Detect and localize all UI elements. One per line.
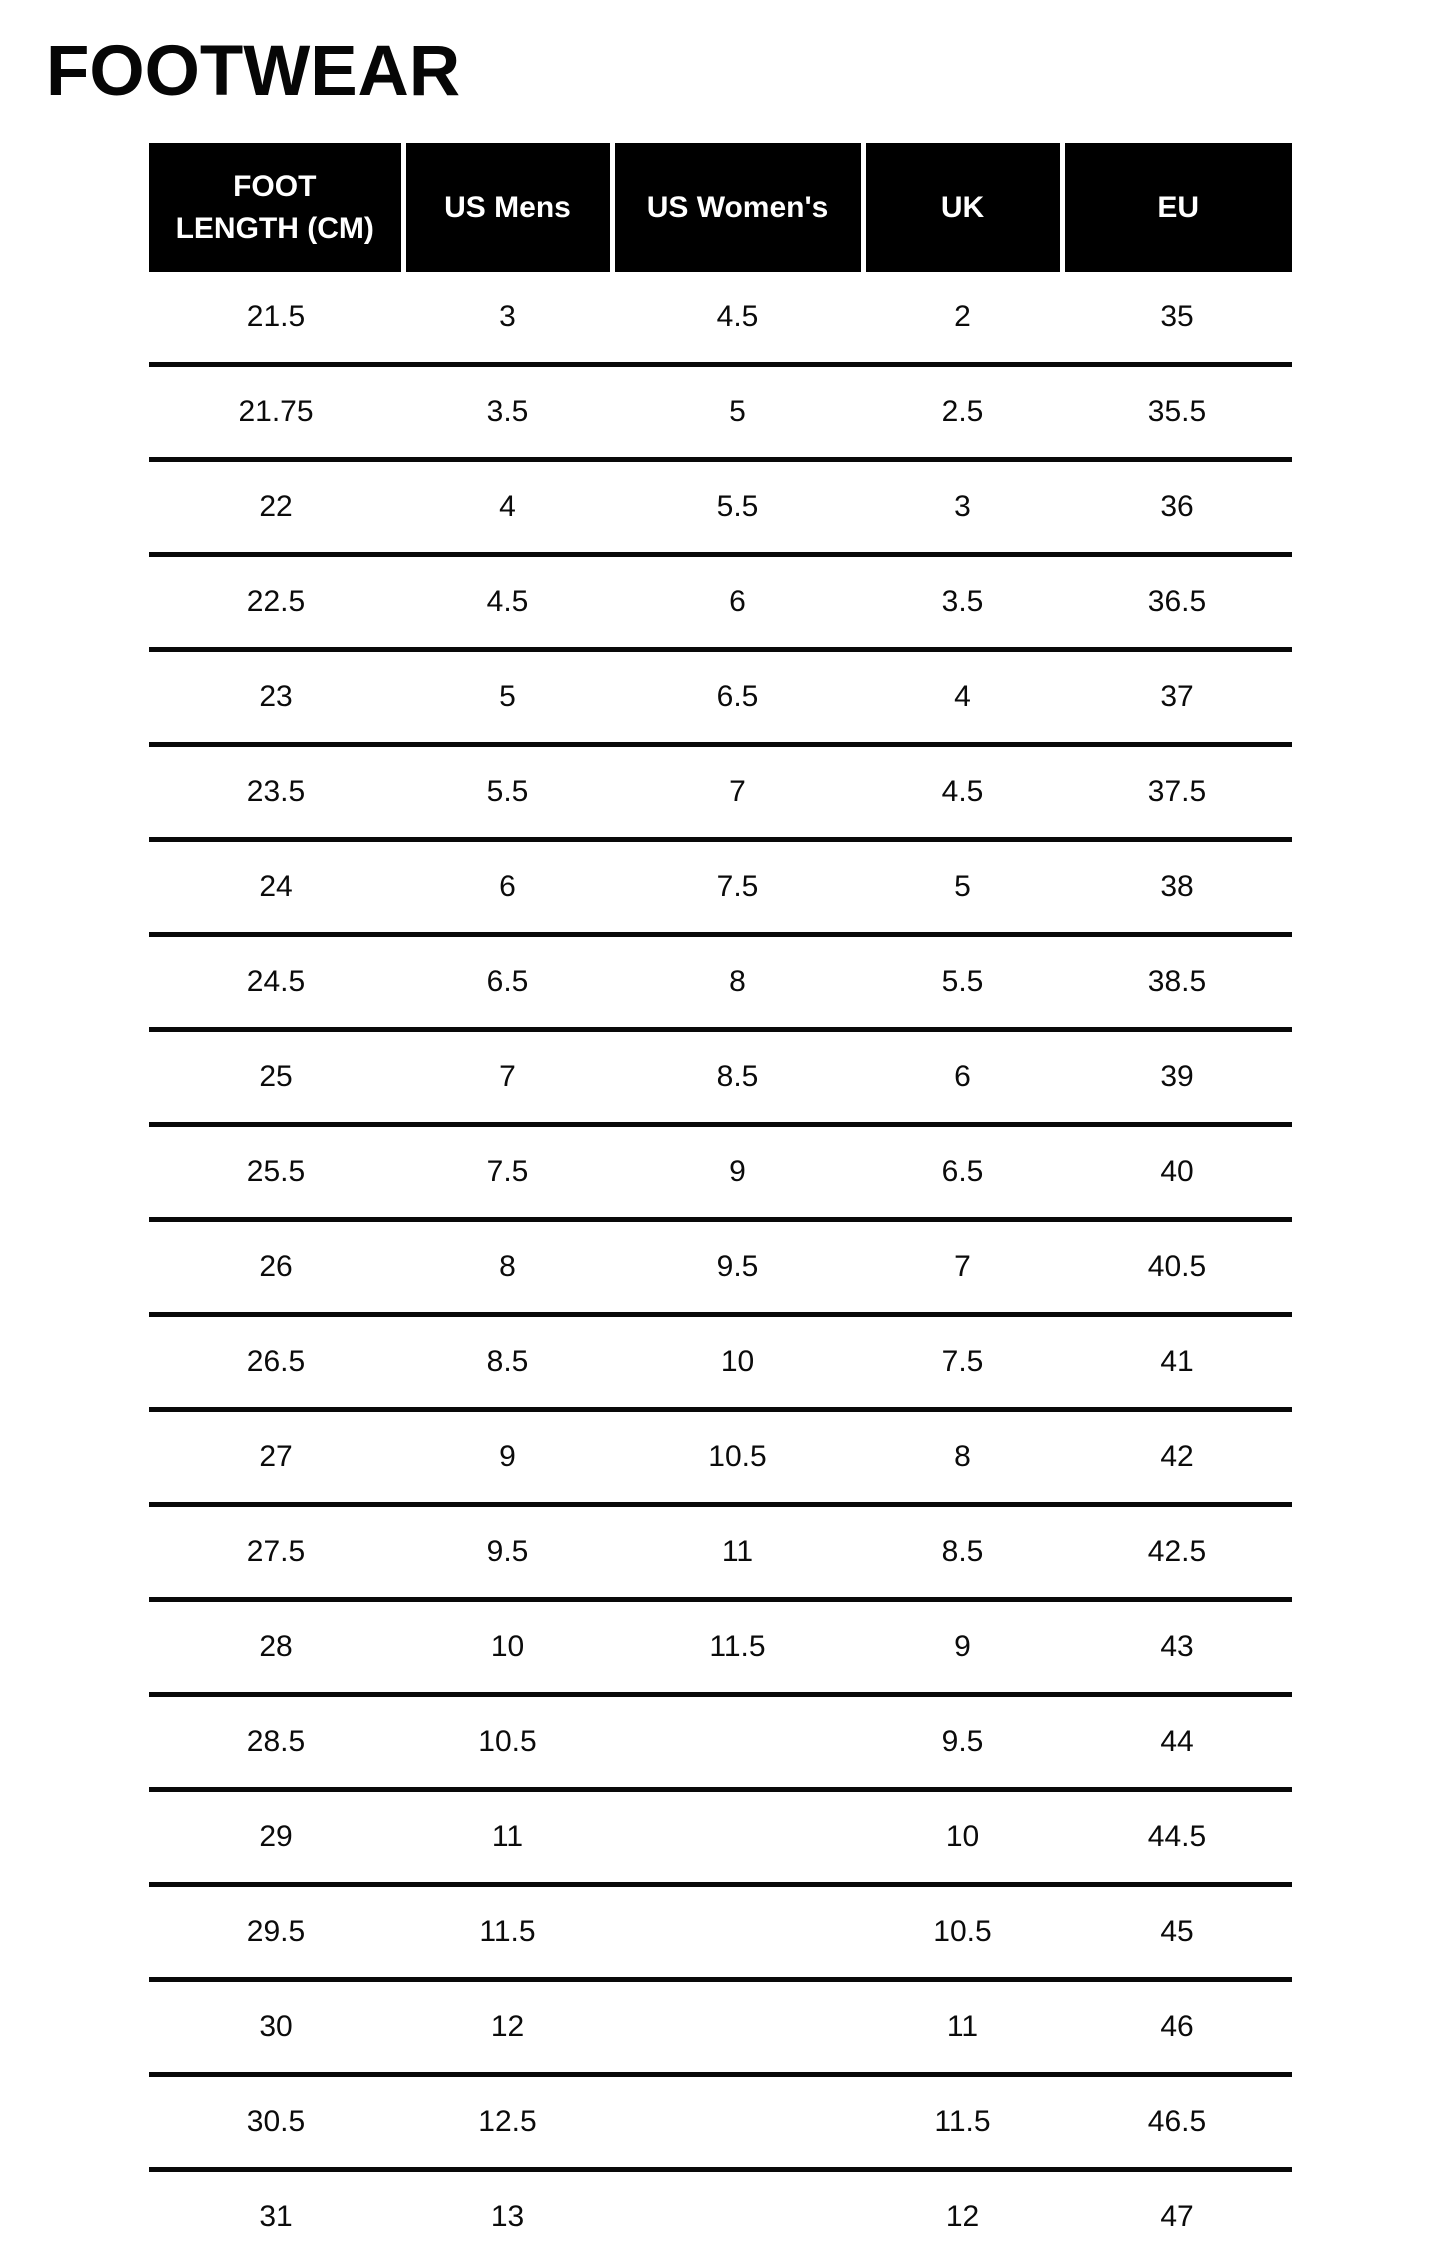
table-cell: 37 <box>1062 650 1292 745</box>
table-cell: 24 <box>149 840 403 935</box>
table-cell: 10.5 <box>403 1695 612 1790</box>
table-cell: 9 <box>403 1410 612 1505</box>
table-row <box>149 1695 1292 1790</box>
table-cell: 5.5 <box>612 460 863 555</box>
table-cell: 8.5 <box>612 1030 863 1125</box>
table-cell: 22.5 <box>149 555 403 650</box>
table-cell: 8 <box>612 935 863 1030</box>
table-cell: 38.5 <box>1062 935 1292 1030</box>
table-row <box>149 460 1292 555</box>
table-cell: 13 <box>403 2170 612 2262</box>
table-cell: 4 <box>403 460 612 555</box>
table-header-row <box>149 143 1292 272</box>
size-table-body <box>149 272 1292 2262</box>
table-cell: 7.5 <box>863 1315 1062 1410</box>
table-cell <box>612 2075 863 2170</box>
table-row <box>149 840 1292 935</box>
table-cell: 5.5 <box>863 935 1062 1030</box>
table-cell: 5.5 <box>403 745 612 840</box>
table-cell: 35 <box>1062 272 1292 365</box>
table-cell: 12 <box>403 1980 612 2075</box>
table-cell: 7.5 <box>403 1125 612 1220</box>
table-cell: 36.5 <box>1062 555 1292 650</box>
table-cell: 35.5 <box>1062 365 1292 460</box>
table-cell <box>612 1790 863 1885</box>
table-cell: 10.5 <box>612 1410 863 1505</box>
table-cell: 24.5 <box>149 935 403 1030</box>
column-header-eu: EU <box>1062 143 1292 272</box>
table-cell: 37.5 <box>1062 745 1292 840</box>
table-cell: 30.5 <box>149 2075 403 2170</box>
table-cell: 8 <box>863 1410 1062 1505</box>
table-cell: 12.5 <box>403 2075 612 2170</box>
table-cell: 10 <box>612 1315 863 1410</box>
table-cell: 45 <box>1062 1885 1292 1980</box>
table-cell: 9 <box>863 1600 1062 1695</box>
table-cell: 5 <box>863 840 1062 935</box>
footwear-size-table <box>149 143 1292 2262</box>
table-cell: 47 <box>1062 2170 1292 2262</box>
page-title: FOOTWEAR <box>46 36 460 107</box>
table-cell: 6.5 <box>863 1125 1062 1220</box>
table-cell: 4.5 <box>403 555 612 650</box>
table-cell: 23.5 <box>149 745 403 840</box>
table-row <box>149 1030 1292 1125</box>
table-cell: 7.5 <box>612 840 863 935</box>
table-cell: 5 <box>612 365 863 460</box>
table-cell: 6 <box>863 1030 1062 1125</box>
table-cell: 11 <box>403 1790 612 1885</box>
table-cell: 42.5 <box>1062 1505 1292 1600</box>
table-row <box>149 1885 1292 1980</box>
table-cell: 4.5 <box>863 745 1062 840</box>
table-cell: 41 <box>1062 1315 1292 1410</box>
table-cell: 4 <box>863 650 1062 745</box>
table-cell: 8.5 <box>863 1505 1062 1600</box>
table-cell: 28 <box>149 1600 403 1695</box>
table-cell: 8.5 <box>403 1315 612 1410</box>
table-cell: 29.5 <box>149 1885 403 1980</box>
table-cell: 40.5 <box>1062 1220 1292 1315</box>
table-cell: 9 <box>612 1125 863 1220</box>
table-cell: 4.5 <box>612 272 863 365</box>
column-header-us-mens: US Mens <box>403 143 612 272</box>
table-cell: 9.5 <box>863 1695 1062 1790</box>
table-cell: 46.5 <box>1062 2075 1292 2170</box>
table-cell: 8 <box>403 1220 612 1315</box>
table-cell <box>612 1695 863 1790</box>
table-cell <box>612 1885 863 1980</box>
table-cell: 10 <box>863 1790 1062 1885</box>
table-cell: 12 <box>863 2170 1062 2262</box>
table-cell: 30 <box>149 1980 403 2075</box>
table-row <box>149 1790 1292 1885</box>
table-cell: 21.5 <box>149 272 403 365</box>
table-cell: 27.5 <box>149 1505 403 1600</box>
table-cell: 29 <box>149 1790 403 1885</box>
table-cell: 25 <box>149 1030 403 1125</box>
table-cell: 26.5 <box>149 1315 403 1410</box>
table-cell: 23 <box>149 650 403 745</box>
table-cell: 21.75 <box>149 365 403 460</box>
table-cell <box>612 2170 863 2262</box>
table-row <box>149 2170 1292 2262</box>
table-row <box>149 1600 1292 1695</box>
table-cell: 25.5 <box>149 1125 403 1220</box>
table-row <box>149 1220 1292 1315</box>
table-cell: 7 <box>863 1220 1062 1315</box>
table-cell: 39 <box>1062 1030 1292 1125</box>
table-cell: 11 <box>612 1505 863 1600</box>
table-row <box>149 1315 1292 1410</box>
table-cell: 46 <box>1062 1980 1292 2075</box>
table-cell: 36 <box>1062 460 1292 555</box>
table-cell: 38 <box>1062 840 1292 935</box>
table-row <box>149 555 1292 650</box>
table-row <box>149 650 1292 745</box>
table-cell: 44.5 <box>1062 1790 1292 1885</box>
table-cell: 44 <box>1062 1695 1292 1790</box>
table-row <box>149 365 1292 460</box>
column-header-uk: UK <box>863 143 1062 272</box>
table-cell: 28.5 <box>149 1695 403 1790</box>
table-cell: 10.5 <box>863 1885 1062 1980</box>
column-header-us-women-s: US Women's <box>612 143 863 272</box>
table-cell <box>612 1980 863 2075</box>
table-cell: 9.5 <box>612 1220 863 1315</box>
table-cell: 31 <box>149 2170 403 2262</box>
table-cell: 3.5 <box>403 365 612 460</box>
table-cell: 42 <box>1062 1410 1292 1505</box>
table-row <box>149 1980 1292 2075</box>
table-row <box>149 1410 1292 1505</box>
table-cell: 22 <box>149 460 403 555</box>
table-cell: 7 <box>612 745 863 840</box>
table-cell: 11 <box>863 1980 1062 2075</box>
table-cell: 43 <box>1062 1600 1292 1695</box>
table-row <box>149 2075 1292 2170</box>
table-cell: 5 <box>403 650 612 745</box>
table-row <box>149 1505 1292 1600</box>
table-cell: 6.5 <box>612 650 863 745</box>
table-cell: 3 <box>863 460 1062 555</box>
table-cell: 6 <box>612 555 863 650</box>
table-cell: 3.5 <box>863 555 1062 650</box>
table-cell: 27 <box>149 1410 403 1505</box>
table-cell: 11.5 <box>403 1885 612 1980</box>
table-cell: 11.5 <box>612 1600 863 1695</box>
table-cell: 7 <box>403 1030 612 1125</box>
table-cell: 6.5 <box>403 935 612 1030</box>
table-row <box>149 745 1292 840</box>
table-cell: 10 <box>403 1600 612 1695</box>
table-row <box>149 1125 1292 1220</box>
table-cell: 2 <box>863 272 1062 365</box>
table-row <box>149 935 1292 1030</box>
table-cell: 2.5 <box>863 365 1062 460</box>
table-cell: 26 <box>149 1220 403 1315</box>
table-cell: 3 <box>403 272 612 365</box>
column-header-foot-length-cm: FOOT LENGTH (CM) <box>149 143 403 272</box>
table-cell: 9.5 <box>403 1505 612 1600</box>
table-cell: 11.5 <box>863 2075 1062 2170</box>
table-header <box>149 143 1292 272</box>
table-row <box>149 272 1292 365</box>
table-cell: 40 <box>1062 1125 1292 1220</box>
table-cell: 6 <box>403 840 612 935</box>
